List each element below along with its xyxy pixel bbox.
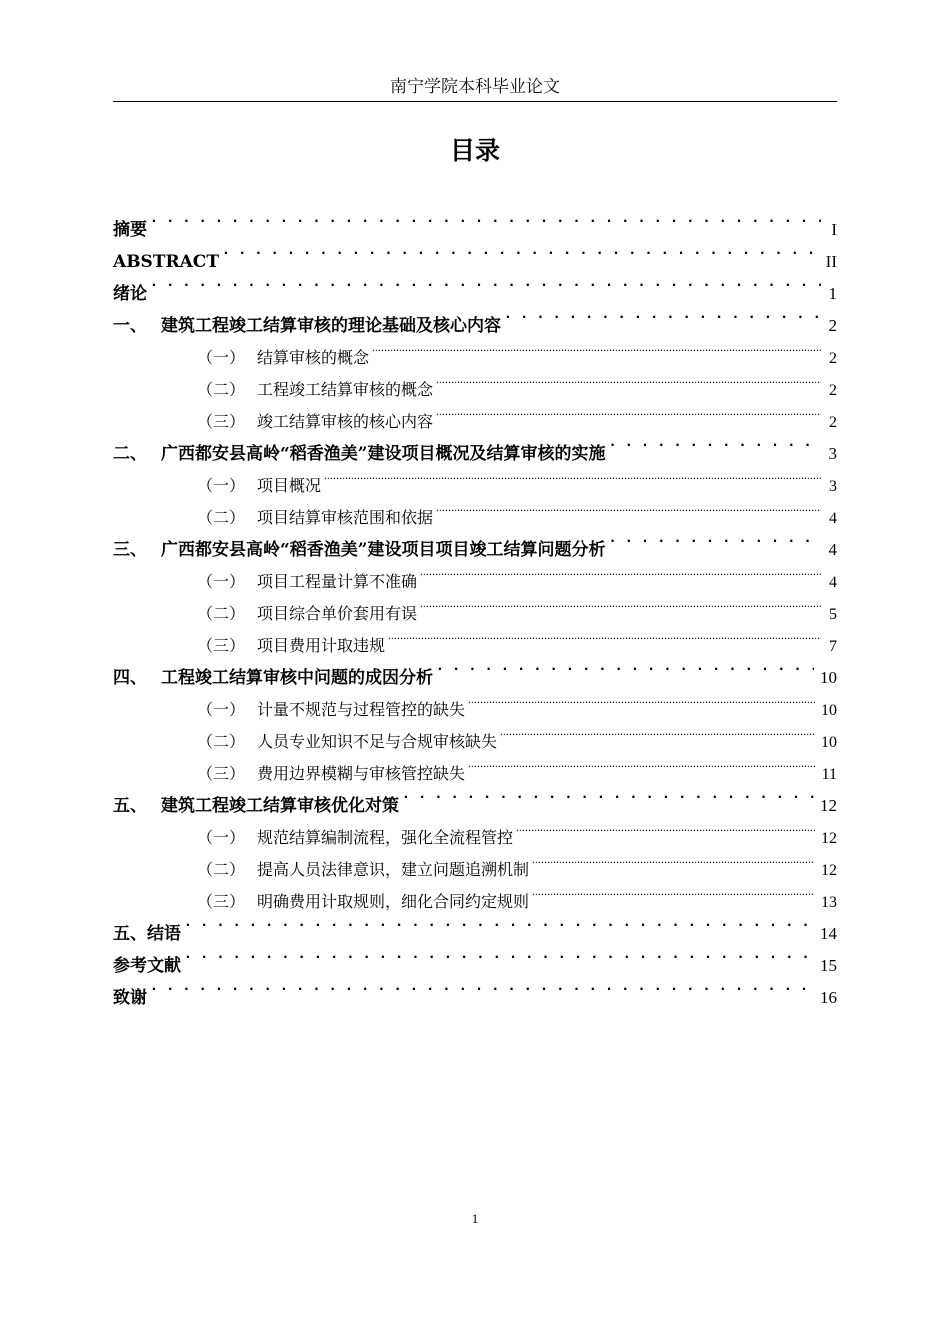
dot-leader xyxy=(516,811,815,843)
toc-entry[interactable] xyxy=(113,683,837,719)
toc-entry-label: 建筑工程竣工结算审核的理论基础及核心内容 xyxy=(161,316,501,336)
toc-entry-label: 规范结算编制流程，强化全流程管控 xyxy=(257,828,514,847)
toc-entry-page: 10 xyxy=(821,734,837,751)
toc-entry-number: （一） xyxy=(197,572,246,591)
toc-entry-page: 15 xyxy=(820,956,837,975)
toc-entry-page: 3 xyxy=(829,478,837,495)
toc-entry-label: 致谢 xyxy=(113,988,147,1008)
toc-entry-label: 结算审核的概念 xyxy=(257,348,370,367)
toc-entry-page: 16 xyxy=(820,988,837,1007)
toc-entry-number: （三） xyxy=(197,892,246,911)
dot-leader xyxy=(420,555,821,587)
toc-entry-label: 人员专业知识不足与合规审核缺失 xyxy=(257,732,498,751)
toc-entry-number: （一） xyxy=(197,700,246,719)
toc-entry-page: 10 xyxy=(821,702,837,719)
toc-entry-number: （三） xyxy=(197,636,246,655)
toc-entry[interactable] xyxy=(113,459,837,495)
toc-title: 目录 xyxy=(449,136,500,165)
dot-leader xyxy=(402,779,814,811)
toc-entry[interactable] xyxy=(113,587,837,623)
toc-entry-label: 参考文献 xyxy=(113,956,181,976)
toc-entry-page: 12 xyxy=(820,796,837,815)
dot-leader xyxy=(150,267,821,299)
toc-entry-number: （二） xyxy=(197,860,246,879)
dot-leader xyxy=(609,427,821,459)
dot-leader xyxy=(420,587,821,619)
toc-entry-page: 10 xyxy=(820,668,837,687)
toc-entry[interactable] xyxy=(113,843,837,879)
toc-entry-page: 5 xyxy=(829,606,837,623)
toc-entry-number: （二） xyxy=(197,508,246,527)
toc-entry-label: 项目综合单价套用有误 xyxy=(257,604,418,623)
toc-entry[interactable] xyxy=(113,715,837,751)
toc-entry-page: 1 xyxy=(828,284,837,303)
toc-entry-page: 13 xyxy=(821,894,837,911)
toc-entry-label: 项目概况 xyxy=(257,476,322,495)
toc-entry-number: 三、 xyxy=(113,540,147,560)
dot-leader xyxy=(532,843,815,875)
toc-entry-number: （一） xyxy=(197,476,246,495)
toc-entry-page: 4 xyxy=(828,540,837,559)
dot-leader xyxy=(324,459,821,491)
dot-leader xyxy=(468,683,815,715)
dot-leader xyxy=(222,235,820,267)
running-header: 南宁学院本科毕业论文 xyxy=(390,77,560,97)
dot-leader xyxy=(504,299,821,331)
toc-entry[interactable] xyxy=(113,779,837,816)
toc-entry-page: 2 xyxy=(829,350,837,367)
toc-entry-label: 项目工程量计算不准确 xyxy=(257,572,418,591)
page-number: 1 xyxy=(471,1211,479,1226)
toc-entry-page: 7 xyxy=(829,638,837,655)
dot-leader xyxy=(609,523,821,555)
toc-entry-label: 竣工结算审核的核心内容 xyxy=(257,412,434,431)
toc-entry-number: （二） xyxy=(197,732,246,751)
toc-entry-page: I xyxy=(831,220,837,239)
toc-entry[interactable] xyxy=(113,395,837,431)
toc-entry-label: 工程竣工结算审核的概念 xyxy=(257,380,434,399)
toc-entry-label: 明确费用计取规则，细化合同约定规则 xyxy=(257,892,530,911)
toc-entry[interactable] xyxy=(113,875,837,911)
toc-entry-label: ABSTRACT xyxy=(113,252,219,272)
toc-entry[interactable] xyxy=(113,203,837,240)
toc-entry[interactable] xyxy=(113,747,837,783)
toc-entry-label: 建筑工程竣工结算审核优化对策 xyxy=(161,796,399,816)
toc-entry-label: 项目结算审核范围和依据 xyxy=(257,508,434,527)
toc-entry-page: 2 xyxy=(829,382,837,399)
toc-entry-number: 二、 xyxy=(113,444,147,464)
toc-entry-page: 2 xyxy=(828,316,837,335)
dot-leader xyxy=(436,651,814,683)
toc-entry-page: 11 xyxy=(821,766,837,783)
dot-leader xyxy=(184,907,814,939)
toc-entry-label: 广西都安县高岭“稻香渔美”建设项目概况及结算审核的实施 xyxy=(161,444,606,464)
dot-leader xyxy=(500,715,815,747)
toc-entry-label: 绪论 xyxy=(113,284,147,304)
toc-entry[interactable] xyxy=(113,235,837,272)
toc-entry-label: 项目费用计取违规 xyxy=(257,636,386,655)
toc-entry-label: 摘要 xyxy=(113,220,147,240)
toc-entry-page: 4 xyxy=(829,574,837,591)
toc-entry-label: 工程竣工结算审核中问题的成因分析 xyxy=(161,668,433,688)
toc-entry-number: 一、 xyxy=(113,316,147,336)
toc-entry-page: 3 xyxy=(828,444,837,463)
toc-entry-page: 2 xyxy=(829,414,837,431)
toc-entry-number: （三） xyxy=(197,764,246,783)
toc-entry[interactable] xyxy=(113,523,837,560)
dot-leader xyxy=(468,747,816,779)
toc-entry-page: 4 xyxy=(829,510,837,527)
toc-entry[interactable] xyxy=(113,363,837,399)
toc-entry-number: （三） xyxy=(197,412,246,431)
toc-entry-page: 14 xyxy=(820,924,837,943)
toc-entry[interactable] xyxy=(113,267,837,304)
toc-entry-label: 提高人员法律意识，建立问题追溯机制 xyxy=(257,860,530,879)
toc-entry[interactable] xyxy=(113,971,837,1008)
toc-entry[interactable] xyxy=(113,619,837,655)
dot-leader xyxy=(436,363,821,395)
toc-entry-number: （一） xyxy=(197,828,246,847)
table-of-contents xyxy=(113,203,837,1008)
header-rule xyxy=(113,101,837,102)
dot-leader xyxy=(436,395,821,427)
toc-entry-page: 12 xyxy=(821,862,837,879)
dot-leader xyxy=(388,619,821,651)
toc-entry[interactable] xyxy=(113,555,837,591)
dot-leader xyxy=(150,203,821,235)
toc-entry-page: 12 xyxy=(821,830,837,847)
toc-entry-label: 费用边界模糊与审核管控缺失 xyxy=(257,764,466,783)
toc-entry[interactable] xyxy=(113,939,837,976)
toc-entry-number: （二） xyxy=(197,604,246,623)
dot-leader xyxy=(532,875,815,907)
toc-entry[interactable] xyxy=(113,331,837,367)
dot-leader xyxy=(436,491,821,523)
dot-leader xyxy=(372,331,821,363)
toc-entry[interactable] xyxy=(113,811,837,847)
toc-entry[interactable] xyxy=(113,491,837,527)
toc-entry-page: II xyxy=(825,252,837,271)
toc-entry[interactable] xyxy=(113,907,837,944)
dot-leader xyxy=(150,971,814,1003)
toc-entry[interactable] xyxy=(113,651,837,688)
toc-entry[interactable] xyxy=(113,299,837,336)
toc-entry-label: 五、结语 xyxy=(113,924,181,944)
toc-entry-number: （二） xyxy=(197,380,246,399)
toc-entry-label: 广西都安县高岭“稻香渔美”建设项目项目竣工结算问题分析 xyxy=(161,540,606,560)
dot-leader xyxy=(184,939,814,971)
toc-entry-number: 五、 xyxy=(113,796,147,816)
toc-entry-number: （一） xyxy=(197,348,246,367)
toc-entry-number: 四、 xyxy=(113,668,147,688)
toc-entry[interactable] xyxy=(113,427,837,464)
toc-entry-label: 计量不规范与过程管控的缺失 xyxy=(257,700,466,719)
